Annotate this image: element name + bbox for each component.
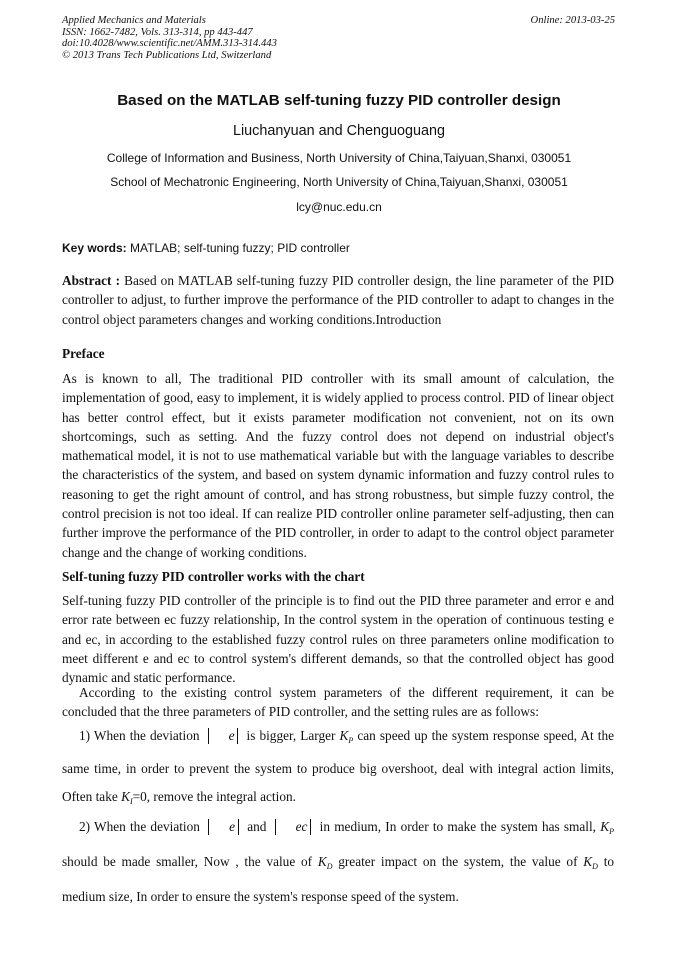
rule2-text-2: in medium, In order to make the system has small,: [319, 819, 597, 834]
according-paragraph-block: [62, 683, 614, 722]
rule2-text-5: to medium size, In order to ensure the system's response speed of the system.: [62, 854, 615, 904]
abstract-text: Based on MATLAB self-tuning fuzzy PID controller design, the line parameter of the PID controller to adjust, to further improve the performance of the PID controller to adapt to changes in the control object parameters changes and working conditions.Introduction: [62, 273, 615, 327]
doi-line: doi:10.4028/www.scientific.net/AMM.313-314.443: [62, 38, 277, 50]
rule2-text-1: 2) When the deviation: [79, 819, 200, 834]
abs-ec: ec: [275, 819, 312, 835]
rule-1: [62, 722, 614, 816]
chart-section-body: [62, 591, 614, 687]
rule1-text-1: 1) When the deviation: [79, 728, 200, 743]
keywords: [62, 241, 350, 255]
abs-e: e: [208, 819, 239, 835]
kp-symbol: $K_P$: [600, 819, 614, 836]
rule1-text-4: =0, remove the integral action.: [132, 789, 296, 804]
rule2-and: and: [247, 819, 267, 834]
journal-name: Applied Mechanics and Materials: [62, 15, 206, 26]
journal-header: [62, 15, 277, 61]
rule1-text-2: is bigger, Larger: [246, 728, 336, 743]
rule2-text-3: should be made smaller, Now , the value of: [62, 854, 313, 869]
rule-2: [62, 812, 614, 912]
kd-symbol: $K_D$: [583, 854, 598, 871]
preface-paragraph: As is known to all, The traditional PID controller with its small amount of calculation, the implementation of good, easy to implement, it is widely applied to process control. PID of linear object has better control effect, but it exists parameter modification not convenient, not on its own shortcomings, such as setting. And the fuzzy control does not depend on industrial object's mathematical model, it is not to use mathematical variable but with the language variables to describe the characteristics of the system, and based on system dynamic information and fuzzy control rules to reasoning to get the right amount of control, and has strong robustness, but simple fuzzy control, the control precision is not too ideal. If can realize PID controller online parameter self-adjusting, then can further improve the performance of the PID controller, in order to adapt to the control object parameter change and the change of working conditions.: [62, 371, 614, 560]
abs-e: e: [208, 728, 239, 744]
kd-symbol: $K_D$: [317, 854, 333, 871]
online-date: Online: 2013-03-25: [530, 15, 615, 26]
affiliation-2: School of Mechatronic Engineering, North University of China,Taiyuan,Shanxi, 030051: [110, 175, 568, 189]
rule2-text-4: greater impact on the system, the value of: [338, 854, 578, 869]
affiliation-1: College of Information and Business, North University of China,Taiyuan,Shanxi, 030051: [106, 151, 572, 165]
chart-paragraph: Self-tuning fuzzy PID controller of the principle is to find out the PID three parameter and error e and error rate between ec fuzzy relationship, In the control system in the operation of continuous testing e and ec, in according to the established fuzzy control rules on three parameters online modification to meet different e and ec to control system's different demands, so that the controlled object has good dynamic and static performance.: [62, 593, 614, 686]
authors: Liuchanyuan and Chenguoguang: [232, 123, 446, 139]
abstract-label: Abstract :: [62, 273, 120, 288]
keywords-text: MATLAB; self-tuning fuzzy; PID controller: [130, 241, 350, 255]
keywords-label: Key words:: [62, 241, 127, 255]
ki-symbol: $K_I$: [121, 789, 133, 806]
section-heading-preface: Preface: [62, 346, 105, 361]
paper-title: Based on the MATLAB self-tuning fuzzy PID controller design: [117, 92, 561, 109]
abstract: [62, 271, 614, 329]
author-email[interactable]: lcy@nuc.edu.cn: [296, 200, 382, 214]
according-paragraph: According to the existing control system parameters of the different requirement, it can be concluded that the three parameters of PID controller, and the setting rules are as follows:: [62, 685, 614, 720]
kp-symbol: $K_P$: [339, 728, 354, 745]
preface-body: [62, 369, 614, 562]
copyright-line: © 2013 Trans Tech Publications Ltd, Switzerland: [62, 49, 272, 61]
section-heading-chart: Self-tuning fuzzy PID controller works with the chart: [62, 569, 365, 584]
issn-line: ISSN: 1662-7482, Vols. 313-314, pp 443-447: [62, 26, 253, 38]
rule1-text-3: can speed up the system response speed, At the same time, in order to prevent the system to produce big overshoot, deal with integral action limits, Often take: [62, 728, 614, 804]
